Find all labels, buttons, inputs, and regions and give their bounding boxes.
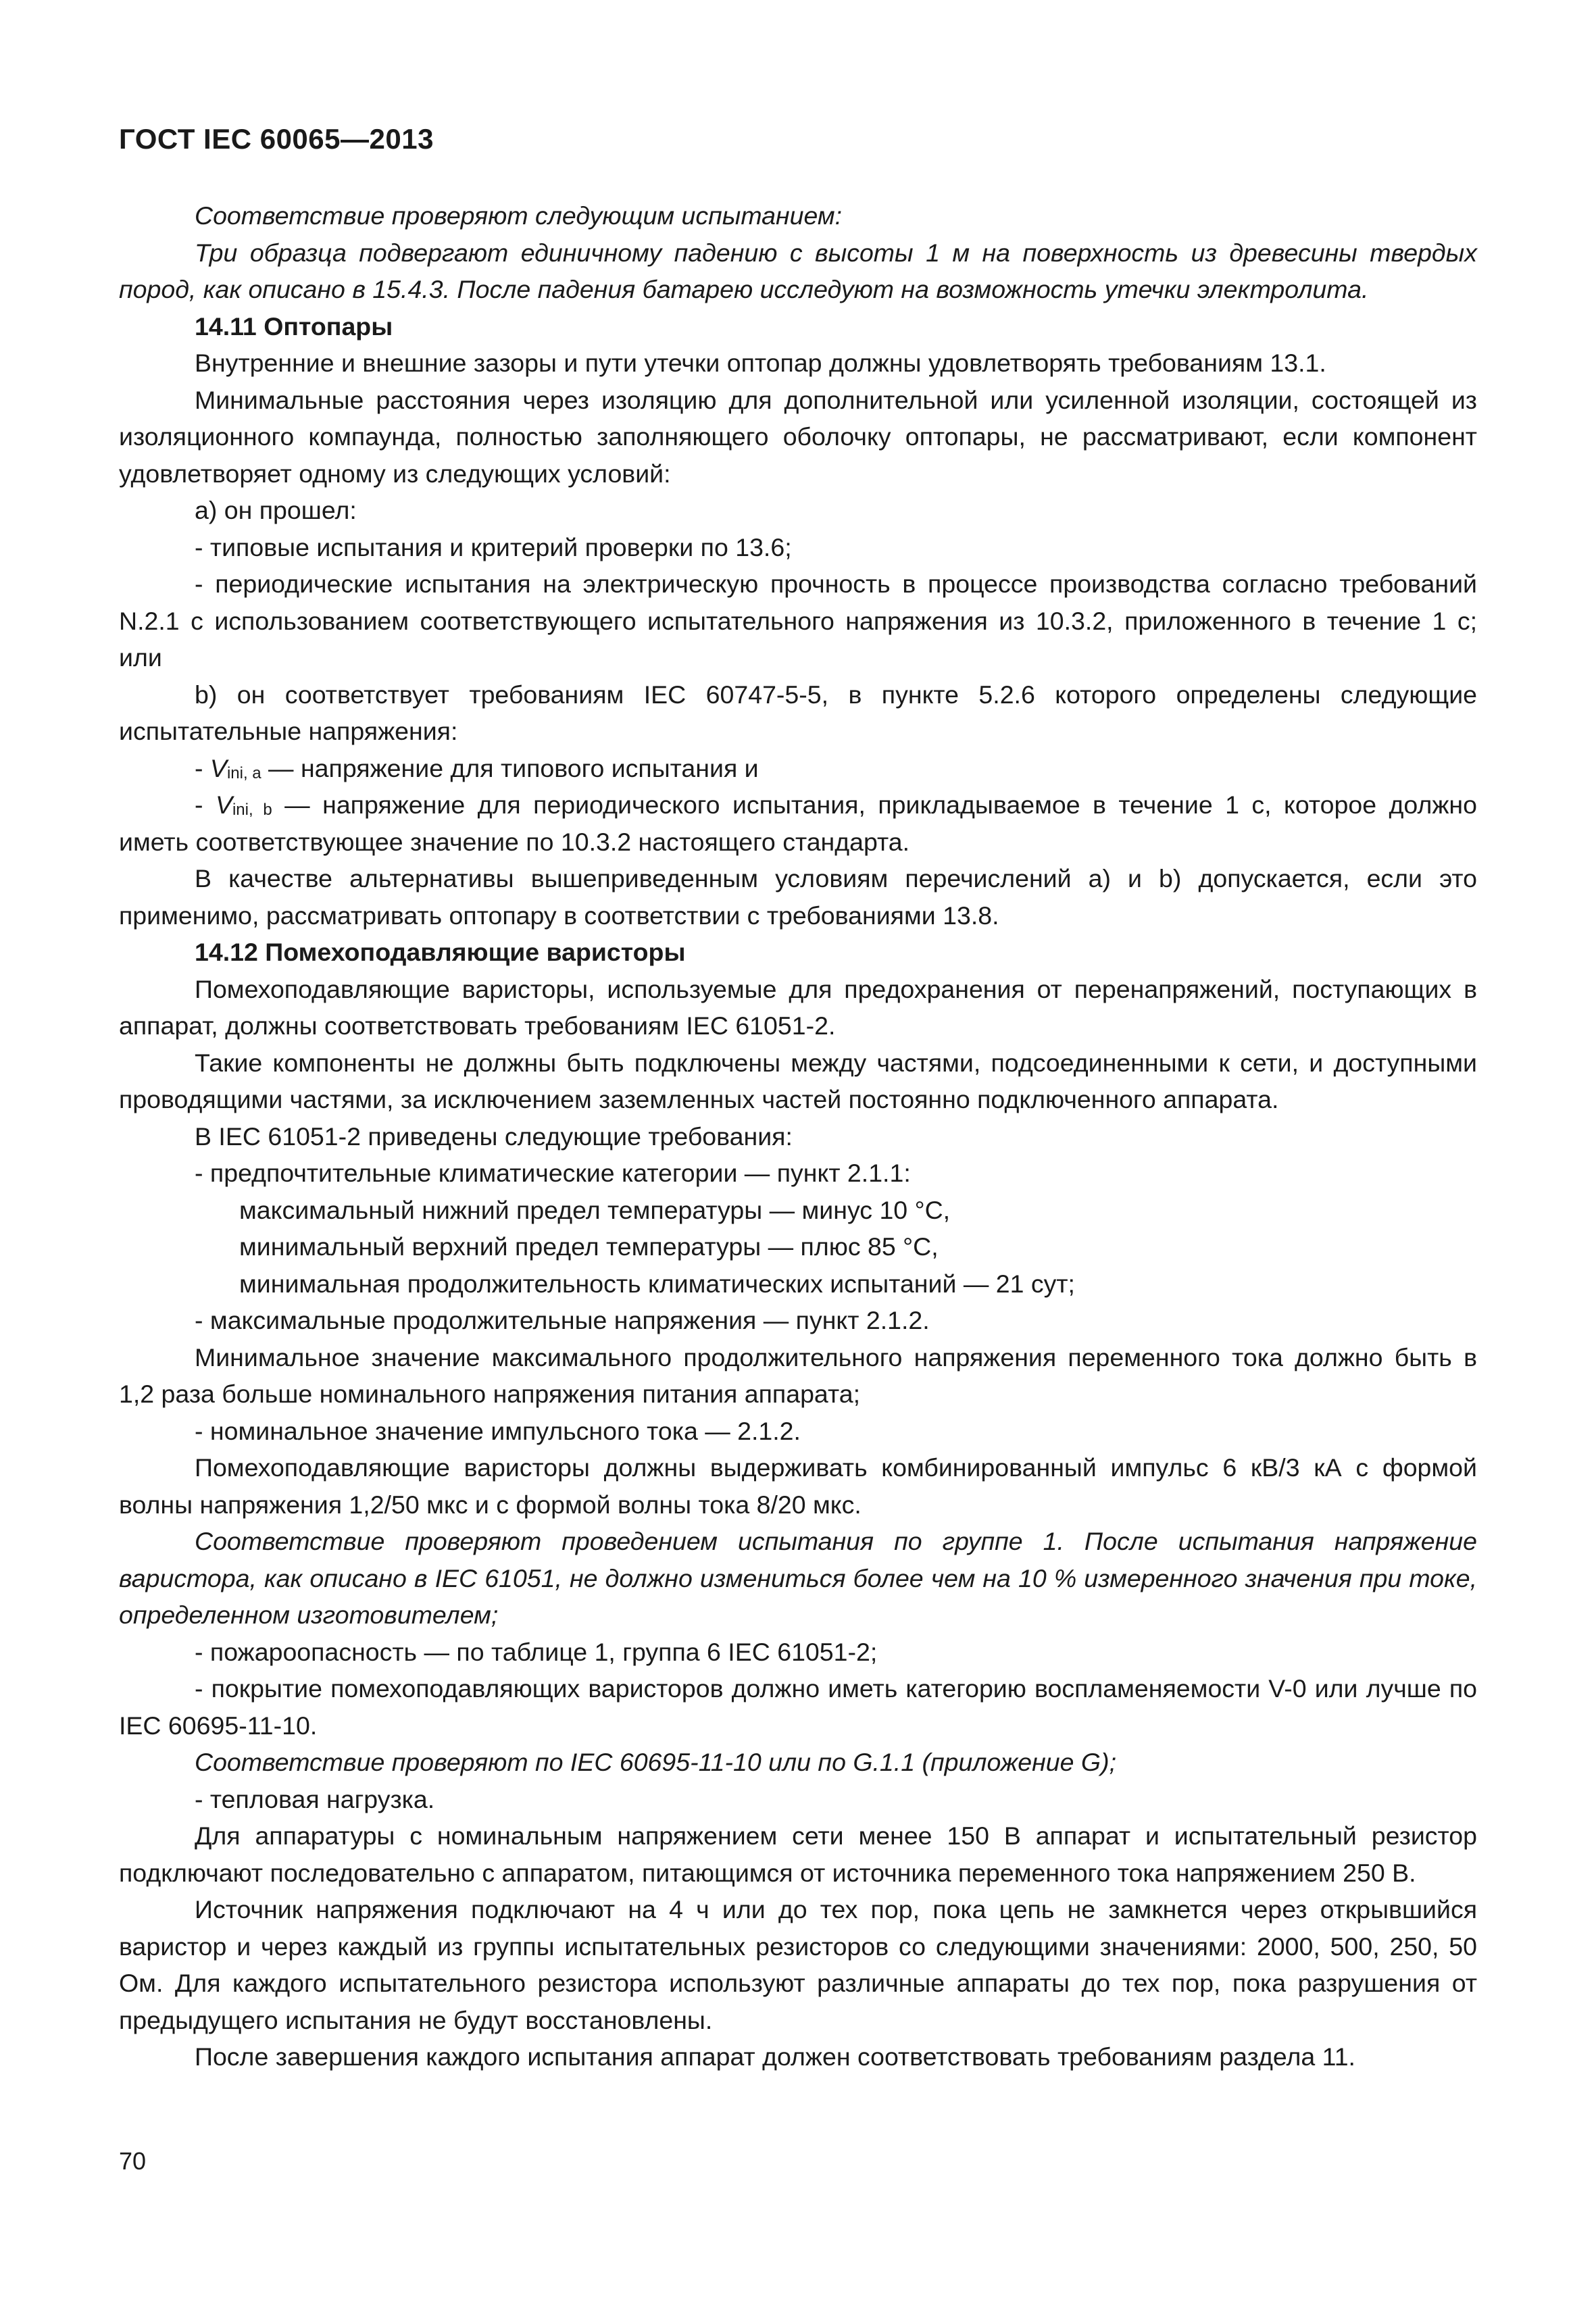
list-item: - типовые испытания и критерий проверки по 13.6; — [195, 532, 792, 561]
definition-text: — напряжение для типового испытания и — [261, 753, 759, 782]
list-item: а) он прошел: — [195, 496, 357, 524]
paragraph: Для аппаратуры с номинальным напряжением сети менее 150 В аппарат и испытательный резистор подключают последовательно с аппаратом, питающимся от источника переменного тока напряжением 250 В. — [119, 1821, 1477, 1887]
list-item: - номинальное значение импульсного тока — 2.1.2. — [195, 1416, 801, 1445]
sub-list-item: максимальный нижний предел температуры — минус 10 °С, — [239, 1195, 951, 1224]
compliance-note: Соответствие проверяют проведением испытания по группе 1. После испытания напряжение варистора, как описано в IEC 61051, не должно измениться более чем на 10 % измеренного значения при токе, определенном изготовителем; — [119, 1527, 1477, 1629]
list-item-vini-b — [119, 786, 1477, 860]
paragraph: Такие компоненты не должны быть подключены между частями, подсоединенными к сети, и доступными проводящими частями, за исключением заземленных частей постоянно подключенного аппарата. — [119, 1048, 1477, 1113]
list-item: - пожароопасность — по таблице 1, группа 6 IEC 61051-2; — [195, 1637, 878, 1666]
test-description: Три образца подвергают единичному падению с высоты 1 м на поверхность из древесины твердых пород, как описано в 15.4.3. После падения батарею исследуют на возможность утечки электролита. — [119, 238, 1477, 303]
paragraph: Помехоподавляющие варисторы, используемые для предохранения от перенапряжений, поступающих в аппарат, должны соответствовать требованиям IEC 61051-2. — [119, 974, 1477, 1040]
section-heading-14-11: 14.11 Оптопары — [195, 311, 393, 341]
dash: - — [195, 753, 210, 782]
voltage-symbol: V — [209, 753, 227, 782]
definition-text: — напряжение для периодического испытания, прикладываемое в течение 1 с, которое должно иметь соответствующее значение по 10.3.2 настоящего стандарта. — [119, 790, 1477, 856]
paragraph: В IEC 61051-2 приведены следующие требования: — [195, 1122, 793, 1151]
page-body — [119, 197, 1477, 2076]
paragraph: Помехоподавляющие варисторы должны выдерживать комбинированный импульс 6 кВ/3 кА с формой волны напряжения 1,2/50 мкс и с формой волны тока 8/20 мкс. — [119, 1453, 1477, 1519]
voltage-subscript: ini, b — [232, 801, 272, 819]
list-item: - покрытие помехоподавляющих варисторов должно иметь категорию воспламеняемости V-0 или лучше по IEC 60695-11-10. — [119, 1674, 1477, 1740]
list-item: - периодические испытания на электрическую прочность в процессе производства согласно требований N.2.1 с использованием соответствующего испытательного напряжения из 10.3.2, приложенного в течение 1 с; или — [119, 570, 1477, 672]
compliance-note: Соответствие проверяют следующим испытанием: — [195, 201, 843, 230]
list-item: - тепловая нагрузка. — [195, 1784, 435, 1813]
list-item: b) он соответствует требованиям IEC 60747-5-5, в пункте 5.2.6 которого определены следующие испытательные напряжения: — [119, 680, 1477, 745]
paragraph: После завершения каждого испытания аппарат должен соответствовать требованиям раздела 11. — [195, 2042, 1355, 2071]
list-item-vini-a — [119, 750, 1477, 787]
paragraph: Источник напряжения подключают на 4 ч или до тех пор, пока цепь не замкнется через открывшийся варистор и через каждый из группы испытательных резисторов со следующими значениями: 2000, 500, 250, 50 Ом. Для каждого испытательного резистора используют различные аппараты до тех пор, пока разрушения от предыдущего испытания не будут восстановлены. — [119, 1895, 1477, 2034]
voltage-subscript: ini, a — [226, 763, 261, 782]
paragraph: Внутренние и внешние зазоры и пути утечки оптопар должны удовлетворять требованиям 13.1. — [195, 349, 1326, 377]
list-item: - предпочтительные климатические категории — пункт 2.1.1: — [195, 1159, 911, 1187]
list-item: - максимальные продолжительные напряжения — пункт 2.1.2. — [195, 1306, 930, 1334]
standard-header: ГОСТ IEC 60065—2013 — [119, 123, 434, 155]
sub-list-item: минимальный верхний предел температуры — плюс 85 °С, — [239, 1232, 939, 1261]
voltage-symbol: V — [215, 790, 232, 819]
section-heading-14-12: 14.12 Помехоподавляющие варисторы — [195, 938, 686, 966]
paragraph: Минимальное значение максимального продолжительного напряжения переменного тока должно быть в 1,2 раза больше номинального напряжения питания аппарата; — [119, 1342, 1477, 1408]
compliance-note: Соответствие проверяют по IEC 60695-11-10 или по G.1.1 (приложение G); — [195, 1748, 1116, 1776]
paragraph: Минимальные расстояния через изоляцию для дополнительной или усиленной изоляции, состоящей из изоляционного компаунда, полностью заполняющего оболочку оптопары, не рассматривают, если компонент удовлетворяет одному из следующих условий: — [119, 385, 1477, 488]
paragraph: В качестве альтернативы вышеприведенным условиям перечислений а) и b) допускается, если это применимо, рассматривать оптопару в соответствии с требованиями 13.8. — [119, 864, 1477, 930]
page-number: 70 — [119, 2147, 147, 2175]
dash: - — [195, 790, 216, 819]
sub-list-item: минимальная продолжительность климатических испытаний — 21 сут; — [239, 1269, 1075, 1298]
